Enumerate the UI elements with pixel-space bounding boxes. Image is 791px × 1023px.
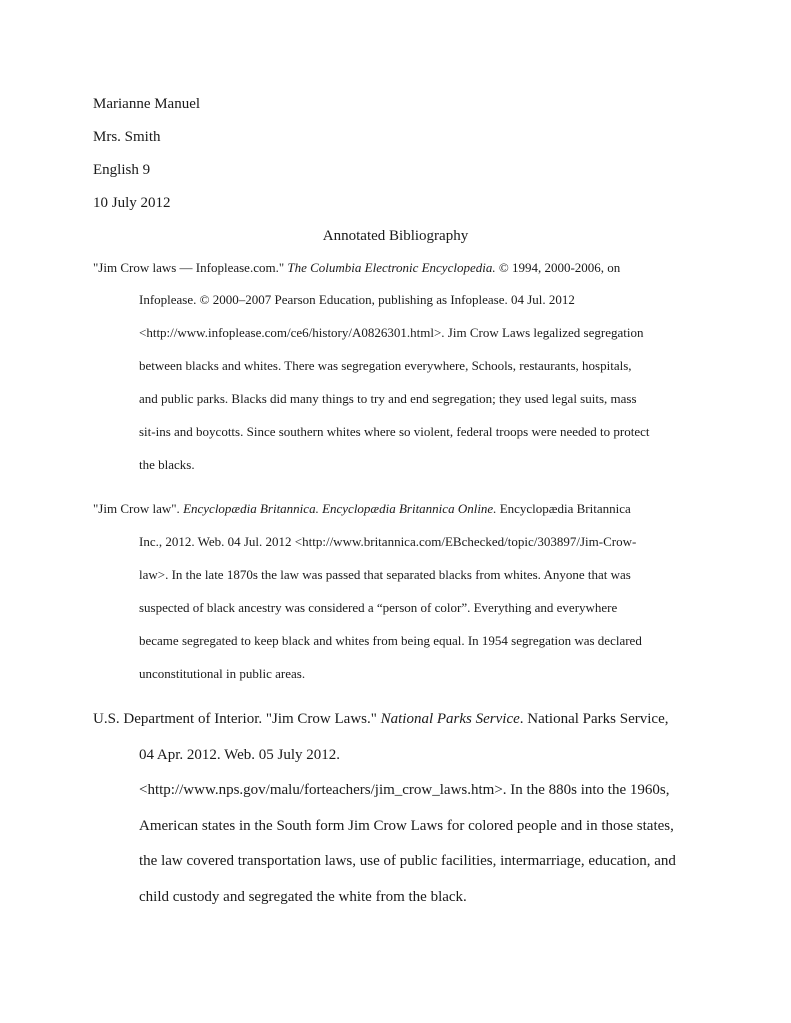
entry-line: suspected of black ancestry was considered a “person of color”. Everything and everywhere — [139, 600, 618, 615]
source-title: Encyclopædia Britannica. Encyclopædia Britannica Online. — [183, 501, 497, 516]
source-title: The Columbia Electronic Encyclopedia. — [287, 260, 496, 275]
document-date: 10 July 2012 — [93, 195, 171, 211]
entry-line: law>. In the late 1870s the law was passed that separated blacks from whites. Anyone that was — [139, 567, 631, 582]
entry-line — [93, 260, 620, 276]
entry-line: child custody and segregated the white from the black. — [139, 889, 467, 905]
entry-text: © 1994, 2000-2006, on — [495, 260, 621, 275]
entry-text: U.S. Department of Interior. "Jim Crow Laws." — [93, 711, 381, 727]
entry-line: 04 Apr. 2012. Web. 05 July 2012. — [139, 747, 341, 763]
entry-line: between blacks and whites. There was segregation everywhere, Schools, restaurants, hospitals, — [139, 358, 632, 373]
entry-line: <http://www.infoplease.com/ce6/history/A0826301.html>. Jim Crow Laws legalized segregation — [139, 325, 644, 340]
entry-line: Inc., 2012. Web. 04 Jul. 2012 <http://www.britannica.com/EBchecked/topic/303897/Jim-Crow- — [139, 534, 637, 549]
course-name: English 9 — [93, 162, 151, 178]
teacher-name: Mrs. Smith — [93, 129, 161, 145]
entry-line: the blacks. — [139, 457, 195, 472]
entry-line: the law covered transportation laws, use of public facilities, intermarriage, education, and — [139, 853, 676, 869]
entry-line: and public parks. Blacks did many things to try and end segregation; they used legal suits, mass — [139, 391, 637, 406]
entry-line: sit-ins and boycotts. Since southern whites where so violent, federal troops were needed to protect — [139, 424, 650, 439]
page-title: Annotated Bibliography — [322, 228, 469, 244]
student-name: Marianne Manuel — [93, 96, 201, 112]
entry-line — [93, 501, 631, 517]
entry-line: <http://www.nps.gov/malu/forteachers/jim_crow_laws.htm>. In the 880s into the 1960s, — [139, 782, 670, 798]
entry-text: Encyclopædia Britannica — [496, 501, 631, 516]
entry-line: Infoplease. © 2000–2007 Pearson Education, publishing as Infoplease. 04 Jul. 2012 — [139, 292, 575, 307]
entry-text: . National Parks Service, — [519, 711, 669, 727]
entry-line: American states in the South form Jim Crow Laws for colored people and in those states, — [139, 818, 674, 834]
entry-line: became segregated to keep black and whites from being equal. In 1954 segregation was declared — [139, 633, 642, 648]
entry-line — [93, 710, 668, 728]
source-title: National Parks Service — [380, 711, 520, 727]
entry-text: "Jim Crow laws — Infoplease.com." — [93, 260, 288, 275]
entry-text: "Jim Crow law". — [93, 501, 184, 516]
entry-line: unconstitutional in public areas. — [139, 666, 306, 681]
